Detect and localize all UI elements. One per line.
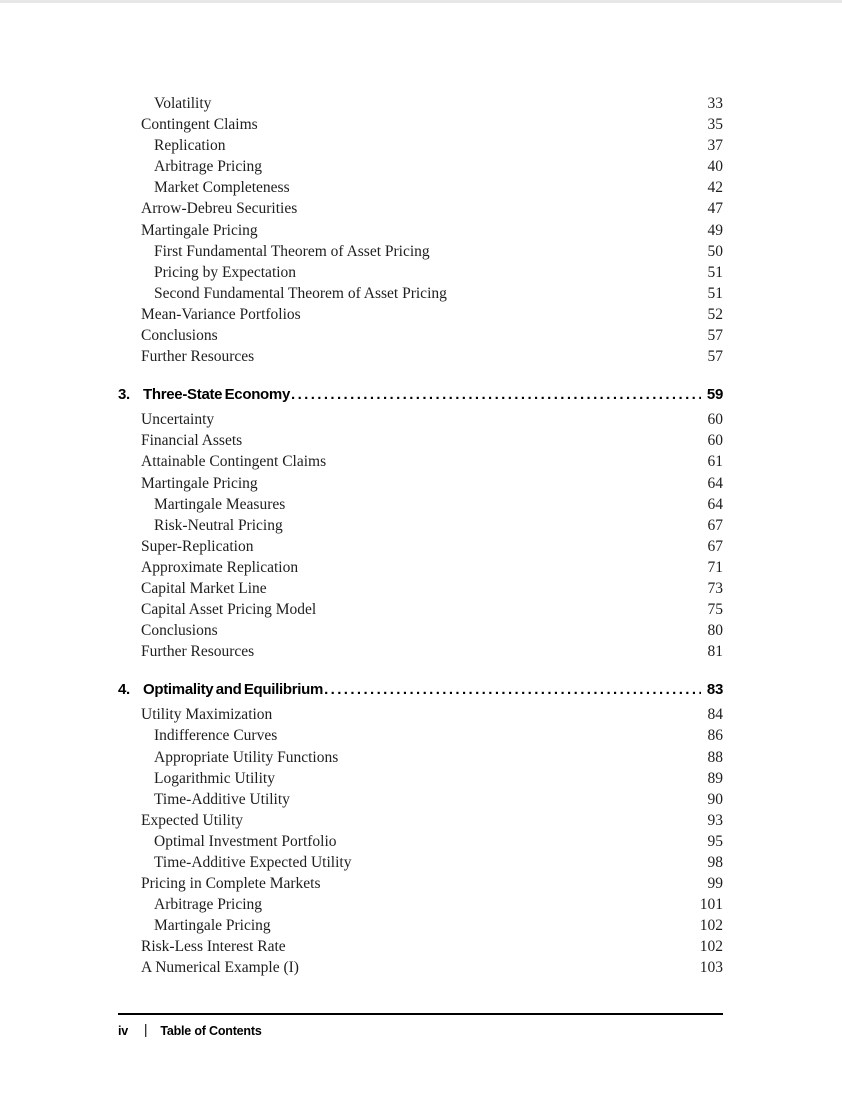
toc-entry bbox=[118, 936, 723, 957]
toc-entry bbox=[118, 704, 723, 725]
entry-page-number: 99 bbox=[707, 875, 723, 893]
toc-entry bbox=[118, 852, 723, 873]
section-entries bbox=[118, 704, 723, 978]
entry-label: Capital Asset Pricing Model bbox=[141, 601, 317, 619]
entry-label: A Numerical Example (I) bbox=[141, 959, 299, 977]
toc-entry bbox=[118, 789, 723, 810]
table-of-contents bbox=[118, 93, 723, 979]
entry-label: Further Resources bbox=[141, 643, 255, 661]
entry-page-number: 71 bbox=[707, 558, 723, 576]
entry-label: Volatility bbox=[154, 95, 212, 112]
entry-page-number: 93 bbox=[707, 811, 723, 829]
entry-page-number: 98 bbox=[707, 854, 723, 871]
footer-text bbox=[118, 1023, 723, 1038]
entry-page-number: 37 bbox=[707, 137, 723, 155]
toc-section bbox=[118, 384, 723, 662]
entry-label: Mean-Variance Portfolios bbox=[141, 305, 301, 323]
entry-page-number: 102 bbox=[699, 938, 723, 956]
entry-label: Approximate Replication bbox=[141, 558, 299, 576]
page-top-border bbox=[0, 0, 842, 3]
entry-label: Logarithmic Utility bbox=[154, 769, 275, 787]
entry-label: Pricing in Complete Markets bbox=[141, 875, 321, 893]
entry-page-number: 84 bbox=[707, 706, 723, 724]
entry-label: Indifference Curves bbox=[154, 727, 278, 745]
entry-page-number: 57 bbox=[707, 348, 723, 366]
entry-page-number: 95 bbox=[707, 832, 723, 850]
entry-page-number: 42 bbox=[707, 179, 723, 197]
entry-label: Arbitrage Pricing bbox=[154, 158, 263, 176]
entry-page-number: 64 bbox=[707, 474, 723, 492]
entry-label: Conclusions bbox=[141, 327, 218, 345]
section-entries bbox=[118, 93, 723, 367]
entry-label: Uncertainty bbox=[141, 411, 215, 429]
entry-page-number: 40 bbox=[707, 158, 723, 176]
entry-label: Attainable Contingent Claims bbox=[141, 453, 327, 471]
entry-label: Expected Utility bbox=[141, 811, 244, 829]
entry-page-number: 90 bbox=[707, 790, 723, 808]
toc-section bbox=[118, 679, 723, 978]
entry-label: Martingale Pricing bbox=[141, 474, 258, 492]
toc-section bbox=[118, 93, 723, 367]
entry-page-number: 60 bbox=[707, 432, 723, 450]
toc-entry bbox=[118, 451, 723, 472]
entry-page-number: 60 bbox=[707, 411, 723, 429]
toc-entry bbox=[118, 915, 723, 936]
entry-page-number: 47 bbox=[707, 200, 723, 218]
toc-entry bbox=[118, 599, 723, 620]
entry-page-number: 33 bbox=[707, 95, 723, 112]
toc-entry bbox=[118, 620, 723, 641]
entry-page-number: 80 bbox=[707, 622, 723, 640]
entry-label: Martingale Pricing bbox=[141, 221, 258, 239]
toc-entry bbox=[118, 810, 723, 831]
chapter-number: 4. bbox=[118, 681, 130, 699]
dot-leader bbox=[291, 384, 701, 405]
entry-label: Time-Additive Expected Utility bbox=[154, 854, 352, 871]
toc-entry bbox=[118, 641, 723, 662]
entry-label: Appropriate Utility Functions bbox=[154, 748, 339, 766]
entry-page-number: 86 bbox=[707, 727, 723, 745]
toc-entry bbox=[118, 873, 723, 894]
toc-entry bbox=[118, 135, 723, 156]
entry-page-number: 88 bbox=[707, 748, 723, 766]
entry-page-number: 35 bbox=[707, 116, 723, 134]
toc-entry bbox=[118, 430, 723, 451]
entry-label: Pricing by Expectation bbox=[154, 263, 297, 281]
entry-page-number: 61 bbox=[707, 453, 723, 471]
entry-label: Further Resources bbox=[141, 348, 255, 366]
toc-entry bbox=[118, 220, 723, 241]
toc-entry bbox=[118, 831, 723, 852]
toc-entry bbox=[118, 93, 723, 114]
entry-label: Risk-Neutral Pricing bbox=[154, 516, 283, 534]
entry-page-number: 102 bbox=[699, 917, 723, 935]
chapter-number: 3. bbox=[118, 386, 130, 404]
entry-label: Risk-Less Interest Rate bbox=[141, 938, 286, 956]
entry-label: Financial Assets bbox=[141, 432, 243, 450]
entry-label: Super-Replication bbox=[141, 537, 254, 555]
entry-page-number: 101 bbox=[699, 896, 723, 914]
entry-page-number: 50 bbox=[707, 242, 723, 260]
entry-label: Time-Additive Utility bbox=[154, 790, 290, 808]
entry-label: Optimal Investment Portfolio bbox=[154, 832, 337, 850]
chapter-heading-row bbox=[118, 384, 723, 405]
entry-page-number: 67 bbox=[707, 537, 723, 555]
chapter-page-number: 83 bbox=[706, 681, 723, 699]
chapter-heading-row bbox=[118, 679, 723, 700]
toc-entry bbox=[118, 346, 723, 367]
entry-page-number: 64 bbox=[707, 495, 723, 513]
toc-entry bbox=[118, 747, 723, 768]
page-footer bbox=[118, 1013, 723, 1038]
entry-page-number: 75 bbox=[707, 601, 723, 619]
toc-entry bbox=[118, 957, 723, 978]
footer-rule bbox=[118, 1013, 723, 1015]
entry-label: Arbitrage Pricing bbox=[154, 896, 263, 914]
toc-entry bbox=[118, 768, 723, 789]
entry-label: Market Completeness bbox=[154, 179, 290, 197]
entry-page-number: 89 bbox=[707, 769, 723, 787]
toc-entry bbox=[118, 515, 723, 536]
toc-entry bbox=[118, 473, 723, 494]
toc-entry bbox=[118, 156, 723, 177]
entry-page-number: 52 bbox=[707, 305, 723, 323]
toc-entry bbox=[118, 262, 723, 283]
entry-label: Martingale Pricing bbox=[154, 917, 271, 935]
entry-page-number: 57 bbox=[707, 327, 723, 345]
dot-leader bbox=[324, 679, 701, 700]
footer-separator: | bbox=[144, 1022, 148, 1037]
toc-entry bbox=[118, 177, 723, 198]
toc-entry bbox=[118, 241, 723, 262]
entry-page-number: 103 bbox=[699, 959, 723, 977]
entry-page-number: 51 bbox=[707, 263, 723, 281]
toc-entry bbox=[118, 409, 723, 430]
toc-entry bbox=[118, 304, 723, 325]
toc-entry bbox=[118, 283, 723, 304]
entry-label: Utility Maximization bbox=[141, 706, 273, 724]
entry-label: First Fundamental Theorem of Asset Pricing bbox=[154, 242, 430, 260]
entry-label: Contingent Claims bbox=[141, 116, 258, 134]
entry-page-number: 73 bbox=[707, 579, 723, 597]
toc-entry bbox=[118, 494, 723, 515]
toc-entry bbox=[118, 198, 723, 219]
chapter-title: Three-State Economy bbox=[143, 386, 291, 404]
chapter-title: Optimality and Equilibrium bbox=[143, 681, 324, 699]
toc-entry bbox=[118, 536, 723, 557]
toc-entry bbox=[118, 325, 723, 346]
footer-label: Table of Contents bbox=[160, 1023, 262, 1038]
toc-entry bbox=[118, 114, 723, 135]
toc-entry bbox=[118, 578, 723, 599]
entry-label: Replication bbox=[154, 137, 226, 155]
entry-label: Martingale Measures bbox=[154, 495, 286, 513]
entry-page-number: 49 bbox=[707, 221, 723, 239]
section-entries bbox=[118, 409, 723, 662]
footer-page-number: iv bbox=[118, 1023, 129, 1038]
entry-page-number: 81 bbox=[707, 643, 723, 661]
entry-label: Conclusions bbox=[141, 622, 218, 640]
toc-entry bbox=[118, 557, 723, 578]
chapter-page-number: 59 bbox=[706, 386, 723, 404]
entry-page-number: 51 bbox=[707, 284, 723, 302]
entry-label: Second Fundamental Theorem of Asset Pricing bbox=[154, 284, 447, 302]
toc-entry bbox=[118, 725, 723, 746]
entry-label: Capital Market Line bbox=[141, 579, 267, 597]
entry-page-number: 67 bbox=[707, 516, 723, 534]
entry-label: Arrow-Debreu Securities bbox=[141, 200, 298, 218]
toc-entry bbox=[118, 894, 723, 915]
